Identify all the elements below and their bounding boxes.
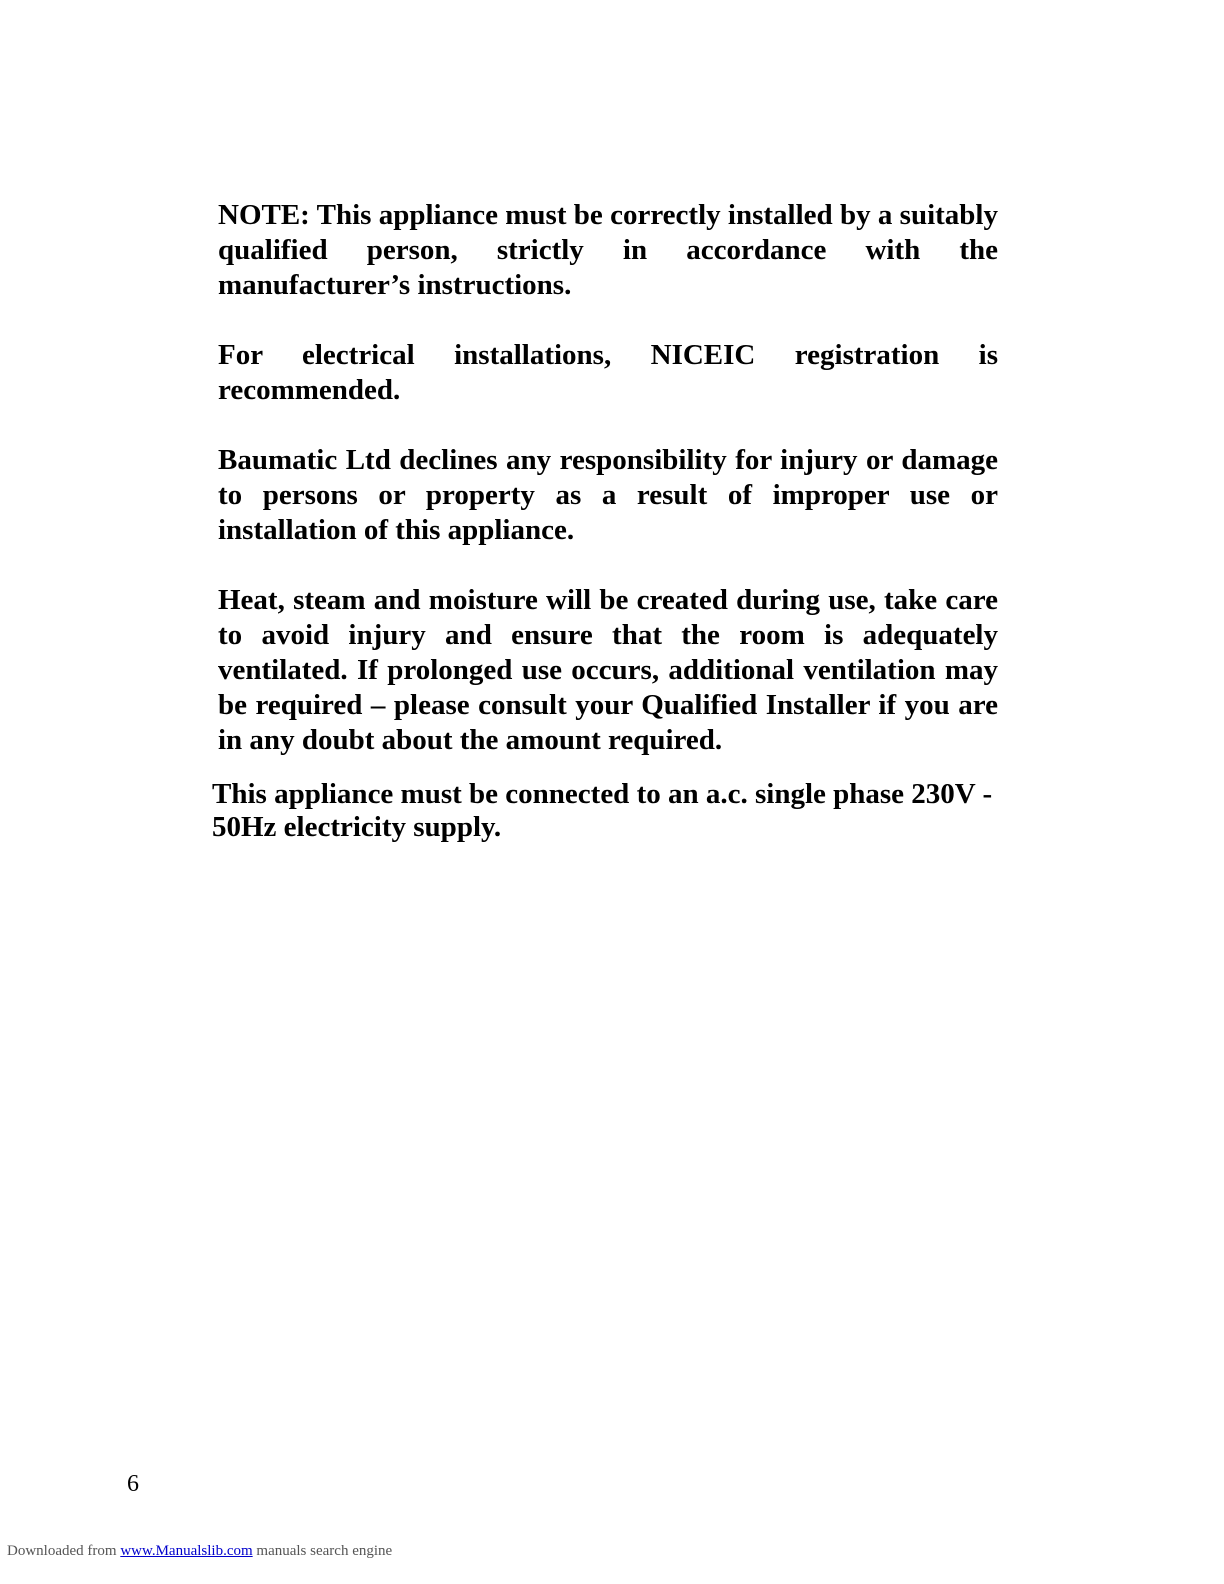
manualslib-link[interactable]: www.Manualslib.com: [120, 1543, 253, 1559]
supply-paragraph: [212, 778, 1012, 844]
note-paragraph: NOTE: This appliance must be correctly installed by a suitably qualified person, strictly in accordance with the manufacturer’s instructions.: [218, 199, 998, 301]
footer-suffix: manuals search engine: [256, 1543, 393, 1559]
supply-line-2: 50Hz electricity supply.: [212, 811, 502, 843]
electrical-paragraph: For electrical installations, NICEIC registration is recommended.: [218, 339, 998, 406]
footer-prefix: Downloaded from: [7, 1543, 117, 1559]
ventilation-paragraph: Heat, steam and moisture will be created during use, take care to avoid injury and ensure that the room is adequately ventilated. If prolonged use occurs, additional ventilation may be required – please consult your Qualified Installer if you are in any doubt about the amount required.: [218, 584, 998, 756]
liability-paragraph: Baumatic Ltd declines any responsibility for injury or damage to persons or property as a result of improper use or installation of this appliance.: [218, 444, 998, 546]
download-footer: [7, 1541, 392, 1561]
page-number: 6: [127, 1471, 139, 1497]
document-body: [218, 198, 998, 775]
supply-line-1: This appliance must be connected to an a.c. single phase 230V -: [212, 778, 993, 810]
